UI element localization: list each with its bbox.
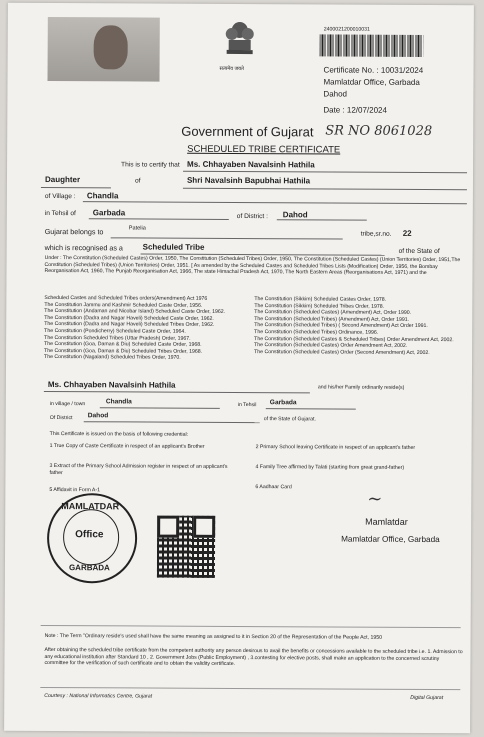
signatory-title: Mamlatdar bbox=[365, 516, 408, 527]
residence-tehsil-label: in Tehsil bbox=[237, 401, 257, 409]
certify-label: This is to certify that bbox=[121, 161, 180, 169]
credential-3: 3 Extract of the Primary School Admission register in respect of an applicant's father bbox=[49, 463, 228, 476]
tribe-srno-label: tribe,sr.no. bbox=[360, 230, 392, 238]
seal-middle-text: Office bbox=[75, 529, 104, 541]
credential-5: 5 Affidavit in Form A-1 bbox=[49, 487, 101, 494]
tribe-srno-value: 22 bbox=[402, 228, 412, 238]
father-name: Shri Navalsinh Bapubhai Hathila bbox=[186, 175, 311, 186]
credential-6: 6 Aadhaar Card bbox=[255, 484, 292, 491]
of-label: of bbox=[134, 177, 141, 185]
recognised-label: which is recognised as a bbox=[44, 242, 123, 253]
issuing-district: Dahod bbox=[323, 89, 348, 99]
applicant-name: Ms. Chhayaben Navalsinh Hathila bbox=[187, 159, 315, 170]
serial-number: 2400021200010031 bbox=[323, 26, 370, 33]
constitution-text: Under : The Constitution (Scheduled Castes) Order, 1950, The Constitution (Scheduled Tribes) Order, 1950, The Constitution (Scheduled Castes) (Union Territories) Order, 1951,The Constitution (Scheduled Tribes) (Union Territories) Order, 1951. [ As amended by the Scheduled Castes and Scheduled Tribes Lists (Modification) Order, 1956, the Bombay Reorganisation Act, 1960, The Punjab Reorganisation Act, 1966, The state Himachal Pradesh Act, 1970, The North Eastern Areas (Reorganisations Act, 1971) and the bbox=[44, 254, 461, 277]
village-label: of Village : bbox=[44, 192, 76, 201]
district-value: Dahod bbox=[282, 210, 308, 220]
residence-village-label: in village / town bbox=[49, 401, 86, 408]
footer-digital-gujarat: Digital Gujarat bbox=[410, 694, 444, 702]
certificate-number: Certificate No. : 10031/2024 bbox=[323, 65, 424, 75]
qr-code bbox=[157, 516, 215, 578]
recognised-value: Scheduled Tribe bbox=[142, 242, 205, 252]
residence-tehsil-value: Garbada bbox=[269, 399, 297, 407]
residence-district-value: Dahod bbox=[87, 412, 109, 420]
footer-courtesy: Courtesy : National Informatics Centre, Gujarat bbox=[44, 692, 153, 700]
tehsil-value: Garbada bbox=[92, 208, 126, 218]
seal-bottom-text: GARBADA bbox=[68, 563, 110, 573]
barcode bbox=[320, 34, 424, 57]
certificate-title: SCHEDULED TRIBE CERTIFICATE bbox=[187, 143, 341, 156]
state-of-label: of the State of bbox=[398, 247, 440, 256]
credential-2: 2 Primary School leaving Certificate in respect of an applicant's father bbox=[255, 444, 416, 451]
acts-list-right: The Constitution (Sikkim) Scheduled Castes Order, 1978. The Constitution (Sikkim) Scheduled Tribes Order, 1978. The Constitution (Scheduled Castes) (Amendment) Act, Order 1990. The Constitution (Scheduled Tribes) (Amendment) Act, Order 1991. The Constitution (Scheduled Tribes) ( Second Amendment) Act Order 1991. The Constitution (Scheduled Tribes) Ordinance, 1996. The Constitution (Scheduled Castes & Scheduled Tribes) Order Amendment Act, 2002. The Constitution (Scheduled Castes) Order Amendment Act, 2002. The Constitution (Scheduled Castes) Order (Second Amendment) Act, 2002. bbox=[254, 296, 454, 356]
acts-list-left: Scheduled Castes and Scheduled Tribes orders(Amendment) Act 1976 The Constitution Jammu and Kashmir Scheduled Caste Order, 1956. The Constitution (Andaman and Nicobar Island) Scheduled Caste Order, 1962. The Constitution (Dadra and Nagar Haveli) Scheduled Caste Order, 1962. The Constitution (Dadra and Nagar Haveli) Scheduled Tribes Order, 1962. The Constitution (Pondicherry) Scheduled Caste Order, 1964. The Constitution Scheduled Tribes (Uttar Pradesh) Order, 1967. The Constitution (Goa, Daman & Diu) Scheduled Caste Order, 1968. The Constitution (Goa, Daman & Diu) Scheduled Tribes Order, 1968. The Constitution (Nagaland) Scheduled Tribes Order, 1970. bbox=[44, 294, 226, 362]
resident-name: Ms. Chhayaben Navalsinh Hathila bbox=[47, 379, 176, 390]
signatory-office: Mamlatdar Office, Garbada bbox=[341, 534, 440, 545]
issuing-office: Mamlatdar Office, Garbada bbox=[323, 77, 420, 87]
belongs-label: Gujarat belongs to bbox=[44, 226, 104, 237]
relation: Daughter bbox=[44, 174, 81, 185]
residence-village-value: Chandla bbox=[105, 398, 132, 406]
handwritten-number: SR NO 8061028 bbox=[325, 123, 433, 140]
tehsil-label: in Tehsil of bbox=[44, 209, 76, 218]
village-value: Chandla bbox=[86, 191, 119, 201]
emblem-caption: सत्यमेव जयते bbox=[219, 65, 244, 73]
note-line-1: Note : The Term "Ordinary reside's used shall have the same meaning as assigned to it in Section 20 of the Representation of the People Act, 1950 bbox=[44, 632, 383, 641]
seal-top-text: MAMLATDAR bbox=[61, 501, 120, 512]
credential-1: 1 True Copy of Caste Certificate in respect of an applicant's Brother bbox=[49, 443, 205, 450]
issue-date: Date : 12/07/2024 bbox=[323, 105, 387, 115]
government-title: Government of Gujarat bbox=[181, 123, 314, 140]
tribe-value: Patelia bbox=[128, 225, 146, 232]
signature-scribble-icon: ~ bbox=[367, 488, 383, 510]
credentials-intro: This Certificate is issued on the basis of following credential: bbox=[49, 431, 189, 438]
note-line-2: After obtaining the scheduled tribe certificate from the competent authority any person desirous to avail the benefits or concessions available to the scheduled tribe i.e. 1. Admission to any educational institution after Standard 10 , 2. Government Jobs (Public Employment) , 3.contesting for elective posts, shall make an application to the concerned scrutiny committee for the verification of such certificate and to obtain the validity certificate. bbox=[44, 646, 463, 668]
certificate-paper bbox=[4, 3, 474, 733]
district-label: of District : bbox=[236, 212, 268, 221]
credential-4: 4 Family Tree affirmed by Talati (starting from great grand-father) bbox=[255, 464, 405, 471]
family-reside-label: and his/her Family ordinarily reside(s) bbox=[317, 384, 405, 391]
applicant-photo bbox=[48, 17, 160, 82]
residence-district-label: Of District bbox=[49, 415, 73, 422]
state-emblem-icon bbox=[222, 18, 258, 66]
residence-state-label: of the State of Gujarat. bbox=[263, 416, 316, 423]
office-seal bbox=[47, 493, 137, 583]
